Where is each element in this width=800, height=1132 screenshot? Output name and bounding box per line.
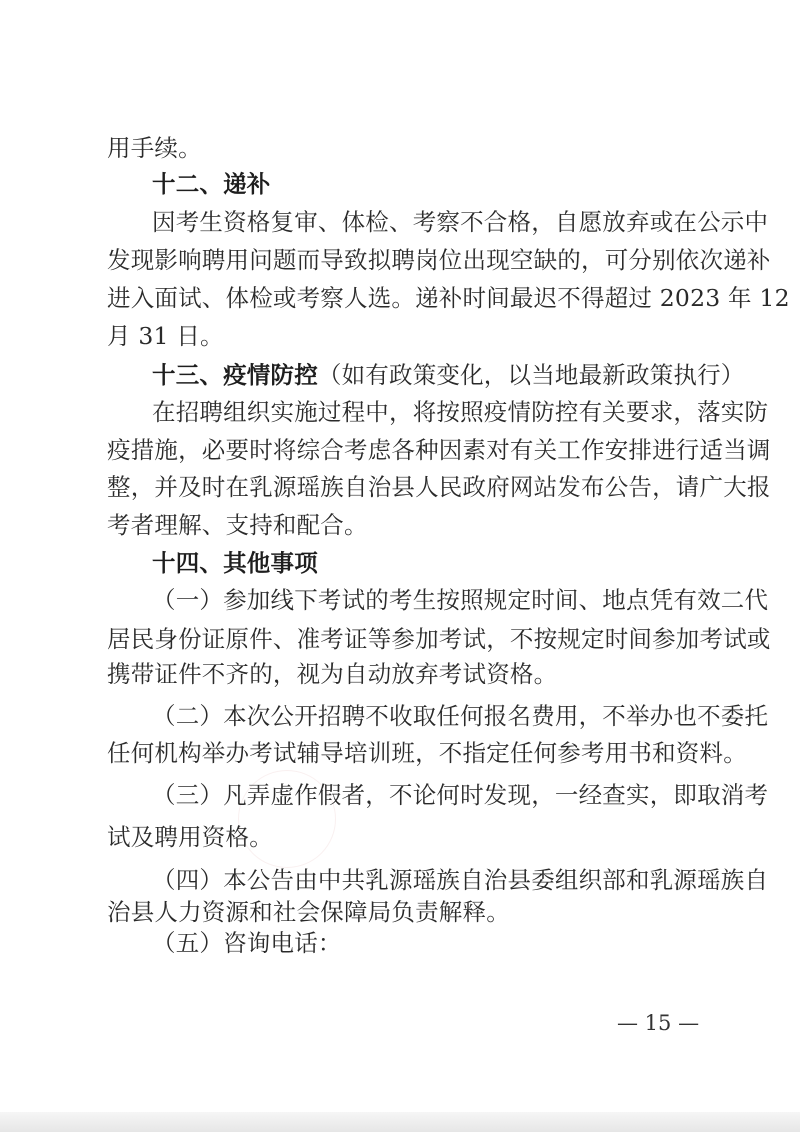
scan-bottom-edge [0,1112,800,1132]
body-line: （二）本次公开招聘不收取任何报名费用，不举办也不委托 [152,702,769,730]
body-line: 在招聘组织实施过程中，将按照疫情防控有关要求，落实防 [152,398,769,426]
section-heading-13-row [152,361,745,389]
body-line: （四）本公告由中共乳源瑶族自治县委组织部和乳源瑶族自 [152,866,769,894]
body-line: 携带证件不齐的，视为自动放弃考试资格。 [107,660,558,688]
body-line: 考者理解、支持和配合。 [107,511,368,539]
section-heading-12: 十二、递补 [152,170,271,198]
body-line: 进入面试、体检或考察人选。递补时间最迟不得超过 2023 年 12 [107,284,790,312]
page-number: — 15 — [617,1011,700,1035]
body-line: 整，并及时在乳源瑶族自治县人民政府网站发布公告，请广大报 [107,473,771,501]
body-line: 居民身份证原件、准考证等参加考试，不按规定时间参加考试或 [107,625,771,653]
body-line: 任何机构举办考试辅导培训班，不指定任何参考用书和资料。 [107,739,747,767]
body-line: 用手续。 [107,134,202,162]
body-line: 疫措施，必要时将综合考虑各种因素对有关工作安排进行适当调 [107,436,771,464]
body-line: 试及聘用资格。 [107,823,273,851]
body-line: （三）凡弄虚作假者，不论何时发现，一经查实，即取消考 [152,781,769,809]
body-line: 月 31 日。 [107,322,224,350]
body-line: 发现影响聘用问题而导致拟聘岗位出现空缺的，可分别依次递补 [107,246,771,274]
body-line: （五）咨询电话： [152,929,342,957]
body-line: 因考生资格复审、体检、考察不合格，自愿放弃或在公示中 [152,208,769,236]
section-heading-13: 十三、疫情防控 [152,361,318,389]
section-heading-14: 十四、其他事项 [152,549,318,577]
section-heading-13-note: （如有政策变化，以当地最新政策执行） [317,361,745,389]
body-line: 治县人力资源和社会保障局负责解释。 [107,898,510,926]
body-line: （一）参加线下考试的考生按照规定时间、地点凭有效二代 [152,586,769,614]
